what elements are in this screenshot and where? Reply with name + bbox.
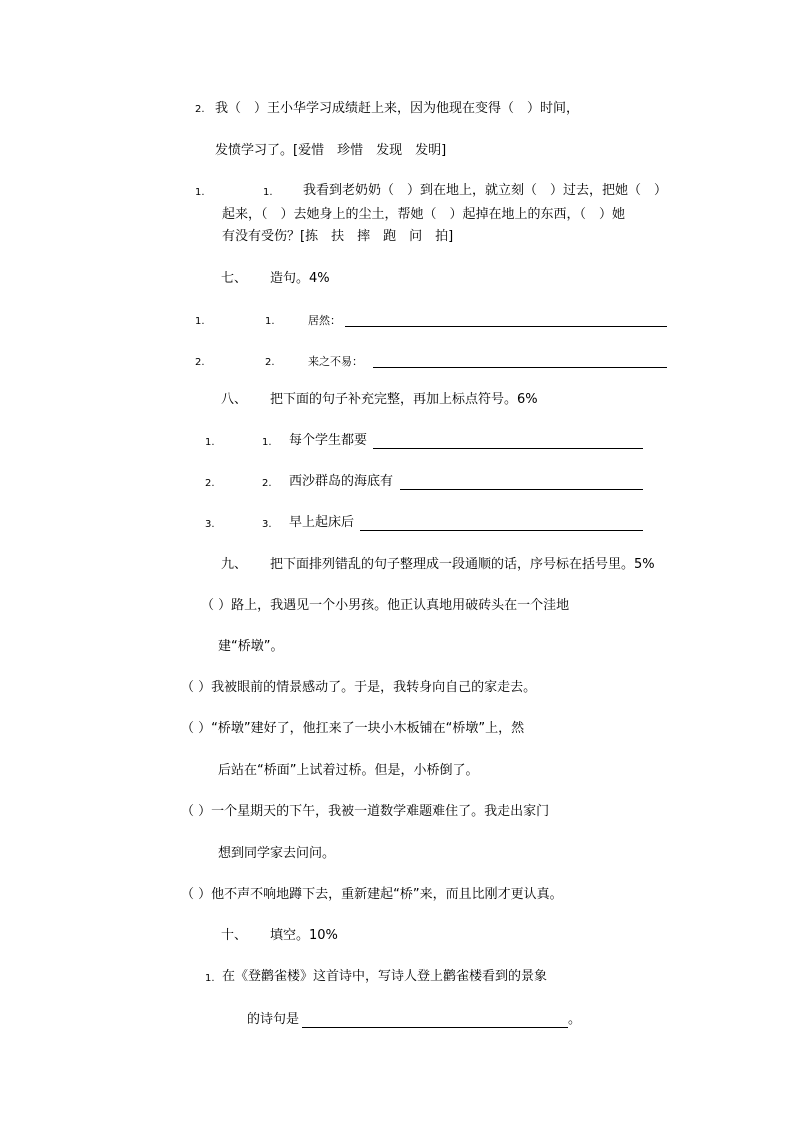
question-text: 每个学生都要 — [289, 433, 368, 448]
section-number: 十、 — [221, 928, 248, 943]
question-number: 2. — [265, 357, 275, 368]
question-text: 居然： — [308, 314, 341, 327]
section-title: 填空。10% — [270, 928, 338, 943]
list-number: 1. — [195, 187, 205, 198]
question-text-cont: 起来，（ ）去她身上的尘土，帮她（ ）起掉在地上的东西，（ ）她 — [222, 207, 626, 222]
list-number: 1. — [205, 437, 215, 448]
list-item: （ ）“桥墩”建好了，他扛来了一块小木板铺在“桥墩”上，然 — [181, 721, 525, 736]
section-number: 七、 — [221, 271, 248, 286]
question-number: 1. — [205, 973, 215, 984]
question-text-cont: 有没有受伤？[拣 扶 摔 跑 问 拍] — [222, 229, 454, 244]
section-number: 九、 — [221, 557, 248, 572]
question-number: 2. — [262, 478, 272, 489]
list-number: 3. — [205, 519, 215, 530]
question-text-cont: 的诗句是 — [247, 1012, 300, 1027]
list-item-cont: 想到同学家去问问。 — [218, 846, 336, 861]
list-item-cont: 后站在“桥面”上试着过桥。但是，小桥倒了。 — [218, 763, 479, 778]
list-item: （ ）我被眼前的情景感动了。于是，我转身向自己的家走去。 — [181, 680, 537, 695]
question-text: 我看到老奶奶（ ）到在地上，就立刻（ ）过去，把她（ ） — [303, 183, 668, 198]
section-title: 把下面的句子补充完整，再加上标点符号。6% — [270, 392, 538, 407]
question-text: 我（ ）王小华学习成绩赶上来，因为他现在变得（ ）时间， — [215, 101, 580, 116]
question-number: 1. — [265, 316, 275, 327]
section-title: 把下面排列错乱的句子整理成一段通顺的话，序号标在括号里。5% — [270, 557, 655, 572]
list-number: 2. — [205, 478, 215, 489]
question-number: 1. — [262, 437, 272, 448]
question-number: 1. — [263, 187, 273, 198]
question-text: 西沙群岛的海底有 — [289, 474, 394, 489]
answer-blank[interactable] — [302, 1012, 568, 1028]
question-number: 3. — [262, 519, 272, 530]
sentence-end: 。 — [568, 1012, 582, 1027]
question-text: 来之不易： — [308, 355, 363, 368]
question-text: 早上起床后 — [289, 515, 355, 530]
question-text: 在《登鹳雀楼》这首诗中，写诗人登上鹳雀楼看到的景象 — [222, 969, 548, 984]
list-number: 2. — [195, 357, 205, 368]
question-text-cont: 发愤学习了。[爱惜 珍惜 发现 发明] — [215, 143, 447, 158]
answer-blank[interactable] — [345, 311, 667, 327]
answer-blank[interactable] — [360, 515, 643, 531]
question-number: 2. — [195, 104, 205, 115]
list-item-cont: 建“桥墩”。 — [218, 639, 284, 654]
list-item: （ ）一个星期天的下午，我被一道数学难题难住了。我走出家门 — [181, 804, 550, 819]
answer-blank[interactable] — [373, 433, 643, 449]
answer-blank[interactable] — [400, 474, 643, 490]
list-number: 1. — [195, 316, 205, 327]
list-item: （ ）他不声不响地蹲下去，重新建起“桥”来，而且比刚才更认真。 — [181, 887, 563, 902]
answer-blank[interactable] — [373, 352, 667, 368]
section-title: 造句。4% — [270, 271, 330, 286]
list-item: （ ）路上，我遇见一个小男孩。他正认真地用破砖头在一个洼地 — [201, 598, 570, 613]
section-number: 八、 — [221, 392, 248, 407]
